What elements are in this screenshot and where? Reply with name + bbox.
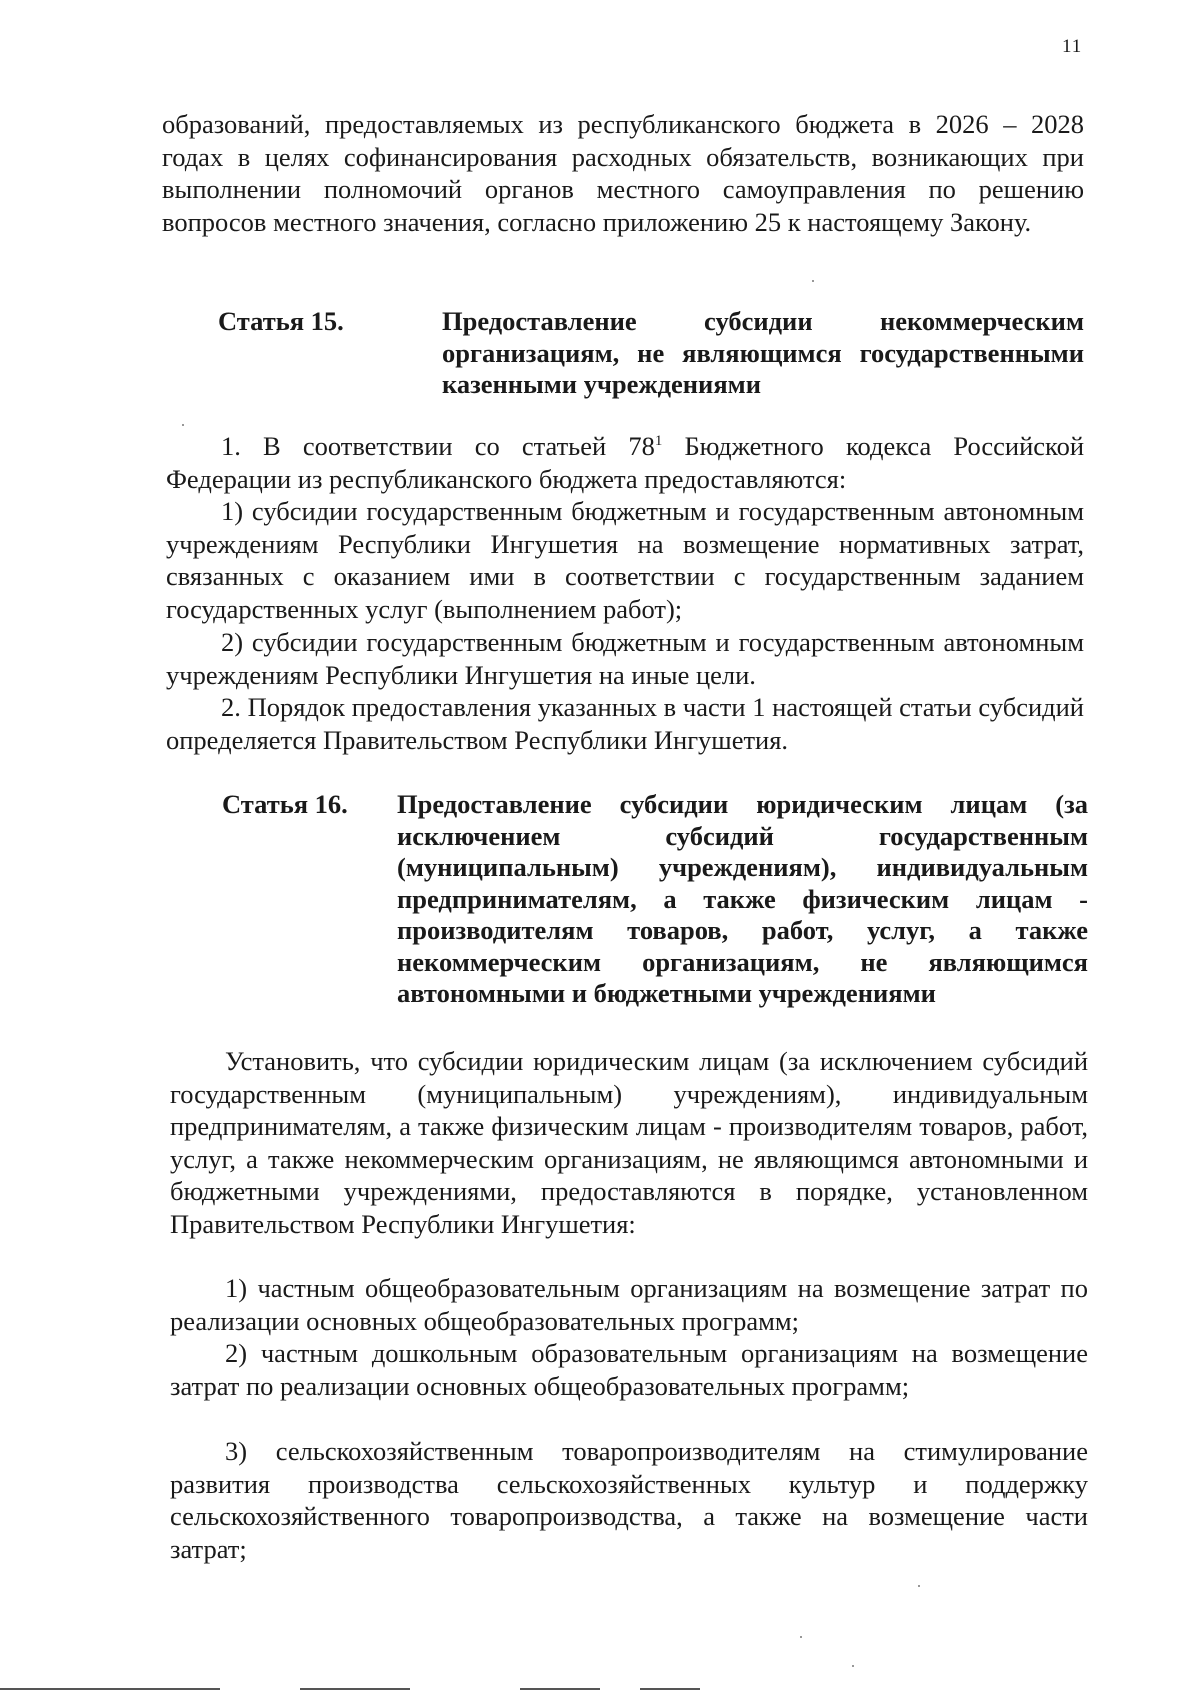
article-15-item-2: 2) субсидии государственным бюджетным и государственным автономным учреждениям Республики Ингушетия на иные цели. <box>166 627 1084 690</box>
scan-edge-line <box>520 1688 600 1690</box>
article-16-item-1: 1) частным общеобразовательным организациям на возмещение затрат по реализации основных общеобразовательных программ; <box>170 1273 1088 1336</box>
scan-edge-line <box>0 1688 220 1690</box>
article-16-item-3: 3) сельскохозяйственным товаропроизводителям на стимулирование развития производства сельскохозяйственных культур и поддержку сельскохозяйственного товаропроизводства, а также на возмещение части затрат; <box>170 1436 1088 1564</box>
scan-speck <box>852 1665 854 1667</box>
article-15-p1-text-end: Бюджетного кодекса Российской Федерации из республиканского бюджета предоставляются: <box>166 431 1084 494</box>
article-15-title: Предоставление субсидии некоммерческим организациям, не являющимся государственными казенными учреждениями <box>442 306 1084 399</box>
article-15-paragraph-2: 2. Порядок предоставления указанных в части 1 настоящей статьи субсидий определяется Правительством Республики Ингушетия. <box>166 692 1084 755</box>
article-15-label: Статья 15. <box>218 306 344 336</box>
intro-paragraph: образований, предоставляемых из республиканского бюджета в 2026 – 2028 годах в целях софинансирования расходных обязательств, возникающих при выполнении полномочий органов местного самоуправления по решению вопросов местного значения, согласно приложению 25 к настоящему Закону. <box>162 109 1084 237</box>
article-16-intro: Установить, что субсидии юридическим лицам (за исключением субсидий государственным (муниципальным) учреждениям), индивидуальным предпринимателям, а также физическим лицам - производителям товаров, работ, услуг, а также некоммерческим организациям, не являющимся автономными и бюджетными учреждениями, предоставляются в порядке, установленном Правительством Республики Ингушетия: <box>170 1046 1088 1239</box>
article-15-heading <box>218 306 1084 402</box>
article-15-item-1: 1) субсидии государственным бюджетным и государственным автономным учреждениям Республики Ингушетия на возмещение нормативных затрат, связанных с оказанием ими в соответствии с государственным заданием государственных услуг (выполнением работ); <box>166 496 1084 624</box>
scan-speck <box>918 1585 920 1587</box>
scan-edge-line <box>300 1688 410 1690</box>
article-16-heading <box>222 789 1088 1011</box>
article-15-p1-superscript: 1 <box>654 433 663 450</box>
scan-speck <box>800 1636 802 1638</box>
article-15-paragraph-1 <box>166 430 1084 495</box>
article-15-p1-text: 1. В соответствии со статьей 78 <box>221 431 655 461</box>
page-number: 11 <box>1062 36 1083 57</box>
article-16-item-2: 2) частным дошкольным образовательным организациям на возмещение затрат по реализации основных общеобразовательных программ; <box>170 1338 1088 1401</box>
article-16-label: Статья 16. <box>222 789 348 819</box>
article-16-title: Предоставление субсидии юридическим лицам (за исключением субсидий государственным (муниципальным) учреждениям), индивидуальным предпринимателям, а также физическим лицам - производителям товаров, работ, услуг, а также некоммерческим организациям, не являющимся автономными и бюджетными учреждениями <box>397 789 1088 1008</box>
scan-speck <box>182 424 184 426</box>
scan-speck <box>812 280 814 282</box>
scan-edge-line <box>640 1688 700 1690</box>
